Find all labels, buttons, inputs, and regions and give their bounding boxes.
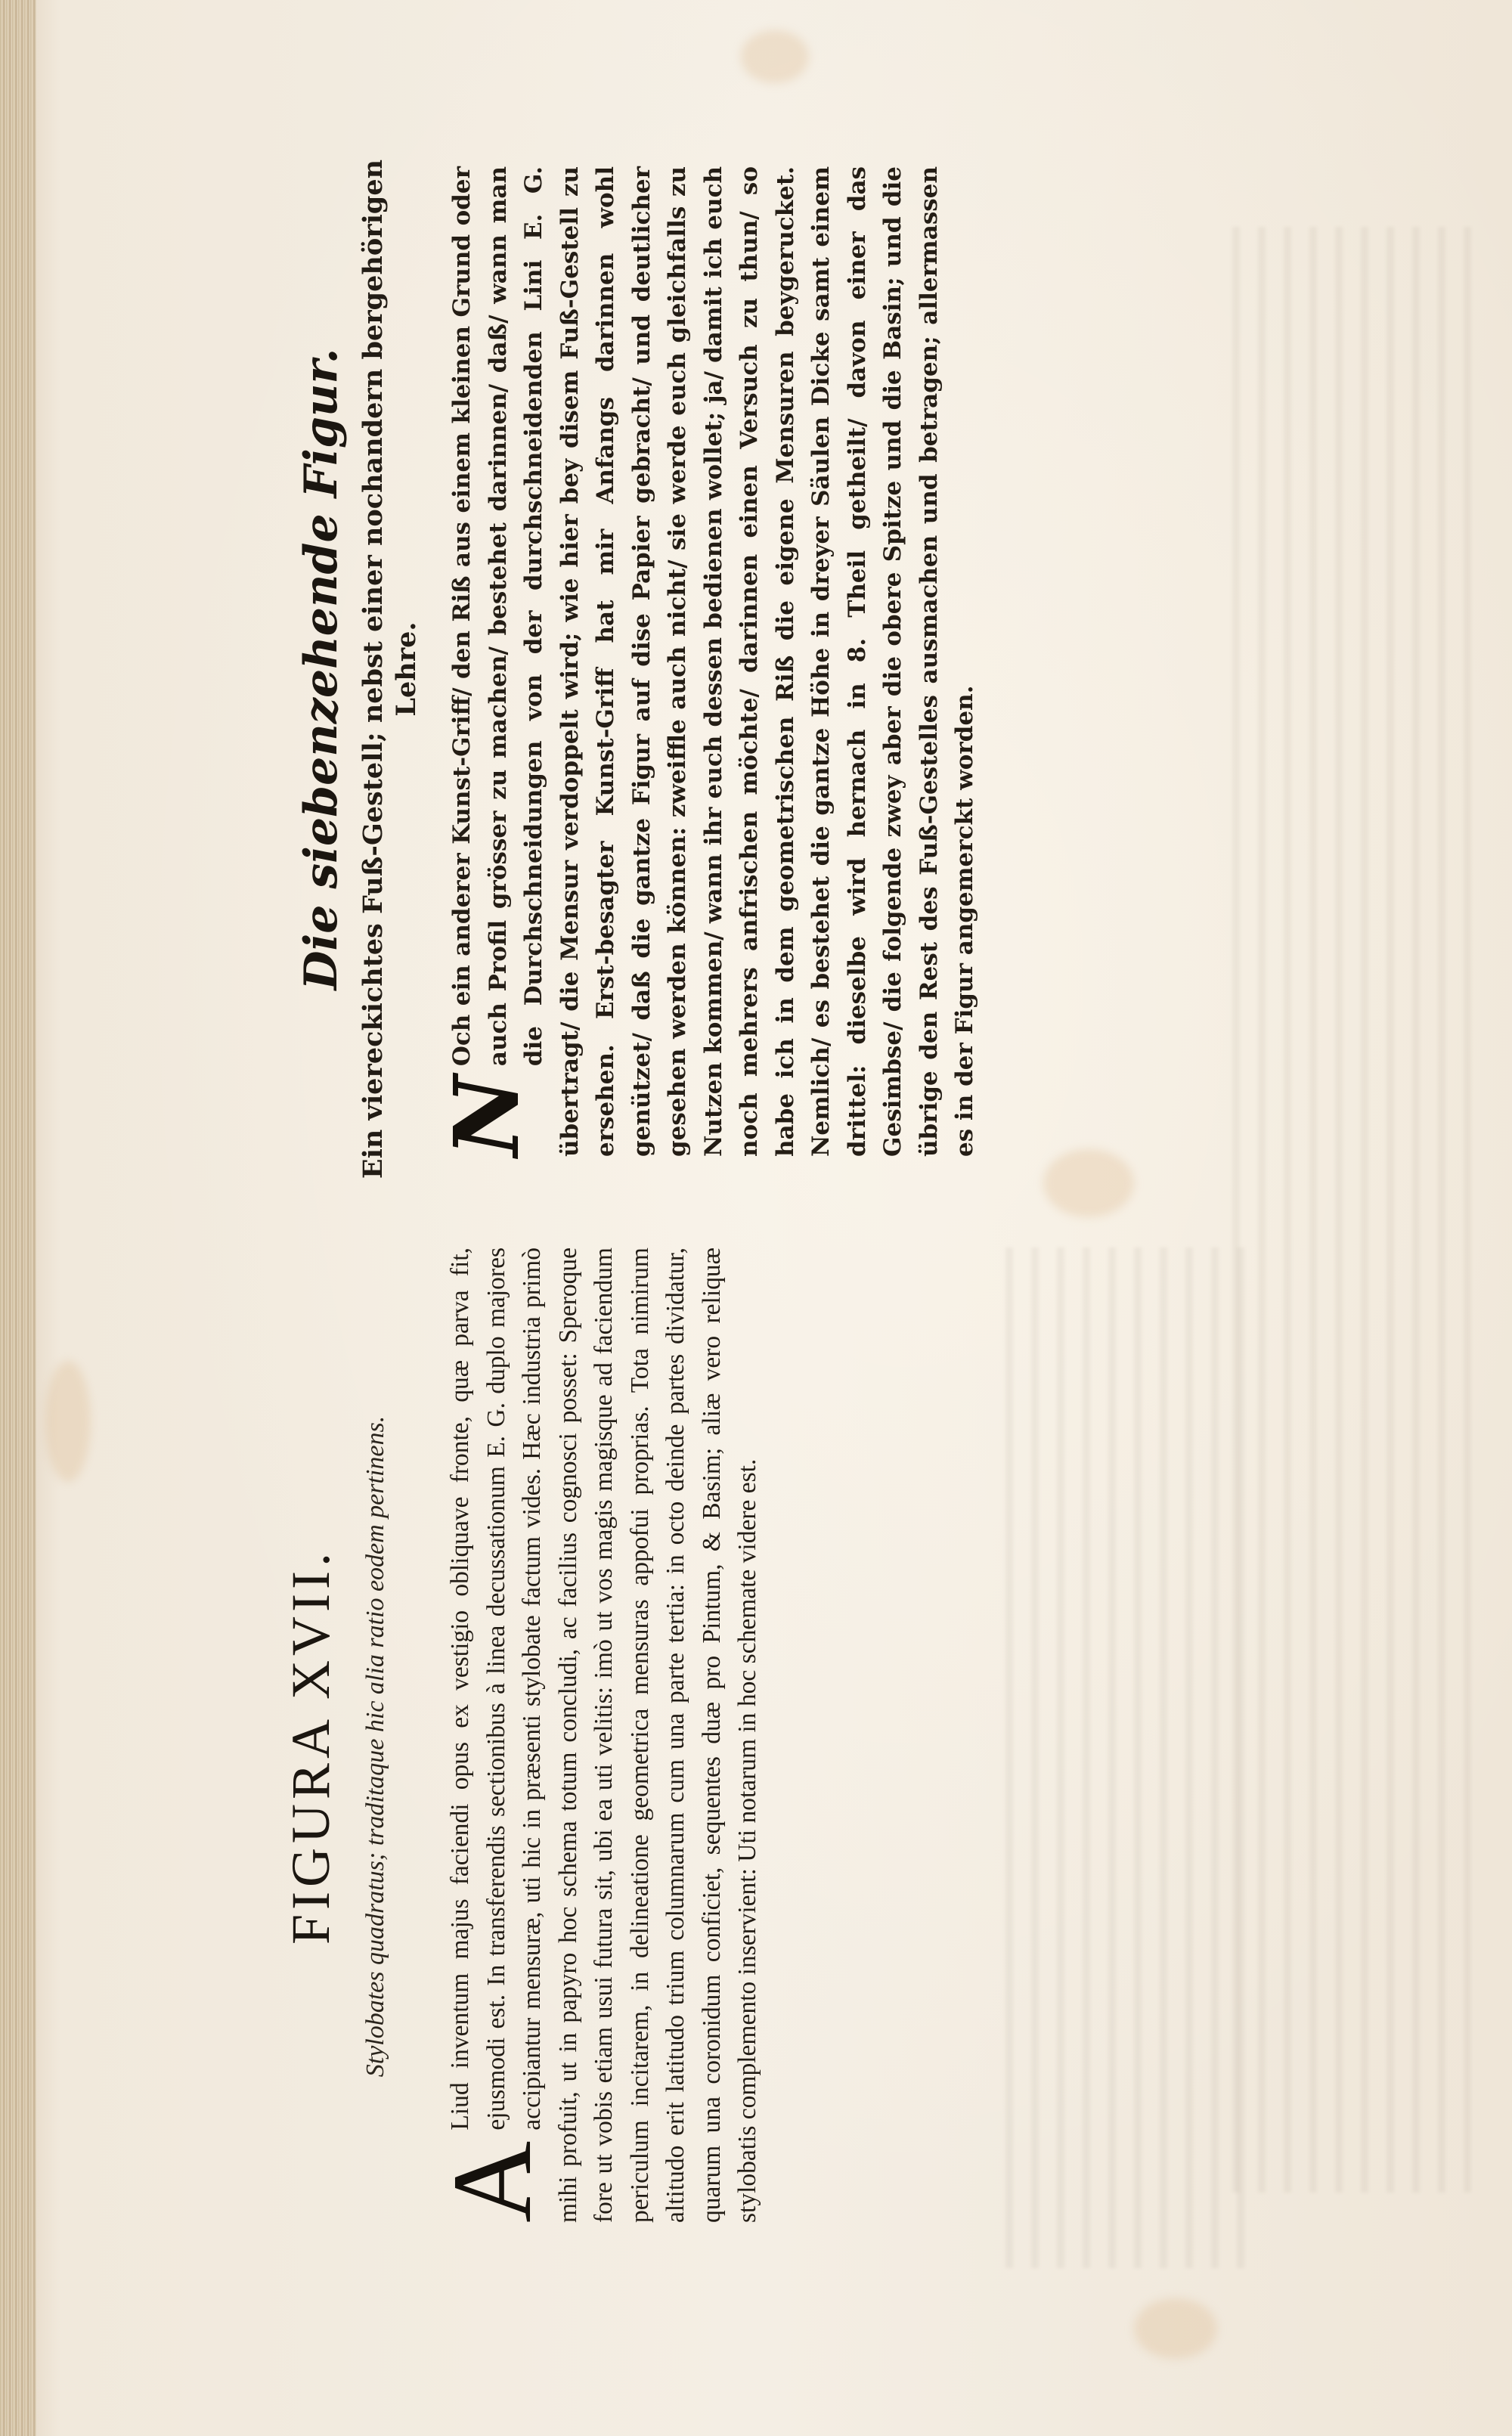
book-edge — [0, 0, 36, 2436]
german-dropcap: N — [434, 1075, 539, 1157]
latin-subtitle: Stylobates quadratus; traditaque hic alia ratio eodem pertinens. — [361, 1415, 389, 2078]
german-body-text: Och ein anderer Kunst-Griff/ den Riß aus einem kleinen Grund oder auch Profil grösser zu machen/ bestehet darinnen/ daß/ wann man die Durchschneidungen von der durchschneidenden Lini E. G. übertragt/ die Mensur verdoppelt wird; wie hier bey disem Fuß-Gestell zu ersehen. Erst-besagter Kunst-Griff hat mir Anfangs darinnen wohl genützet/ daß die gantze Figur auf dise Papier gebracht/ und deutlicher gesehen werden können: zweiffle auch nicht/ sie werde euch gleichfalls zu Nutzen kommen/ wann ihr euch dessen bedienen wollet; ja/ damit ich euch noch mehrers anfrischen möchte/ darinnen einen Versuch zu thun/ so habe ich in dem geometrischen Riß die eigene Mensuren beygerucket. Nemlich/ es bestehet die gantze Höhe in dreyer Säulen Dicke samt einem drittel: dieselbe wird hernach in 8. Theil getheilt/ davon einer das Gesimbse/ die folgende zwey aber die obere Spitze und die Basin; und die übrige den Rest des Fuß-Gestelles ausmachen und betragen; allermassen es in der Figur angemerckt worden. — [448, 166, 978, 1157]
latin-column — [91, 1225, 1421, 2268]
paper-stain — [45, 1361, 91, 1482]
paper-stain — [741, 30, 809, 83]
rotated-text-block — [91, 151, 1421, 2268]
latin-body — [429, 1247, 766, 2223]
latin-title: FIGURA XVII. — [280, 1548, 341, 1945]
german-column — [91, 151, 1421, 1187]
german-body — [434, 166, 984, 1157]
german-subtitle: Ein viereckichtes Fuß-Gestell; nebst einer nochandern bergehörigen Lehre. — [358, 159, 422, 1179]
paper-stain — [1134, 2298, 1217, 2359]
latin-body-text: Liud inventum majus faciendi opus ex vestigio obliquave fronte, quæ parva fit, ejusmodi est. In transferendis sectionibus à linea decussationum E. G. duplo majores accipiantur mensuræ, uti hic in præsenti stylobate factum vides. Hæc industria primò mihi profuit, ut in papyro hoc schema totum concludi, ac facilius cognosci posset: Speroque fore ut vobis etiam usui futura sit, ubi ea uti velitis: imò ut vos magis magisque ad faciendum periculum incitarem, in delineatione geometrica mensuras appofui proprias. Tota nimirum altitudo erit latitudo trium columnarum cum una parte tertia: in octo deinde partes dividatur, quarum una coronidum conficiet, sequentes duæ pro Pintum, & Basim; aliæ vero reliquæ stylobatis complemento inservient: Uti notarum in hoc schemate videre est. — [446, 1247, 761, 2223]
latin-dropcap: A — [429, 2140, 555, 2223]
german-title: Die siebenzehende Figur. — [295, 348, 348, 990]
